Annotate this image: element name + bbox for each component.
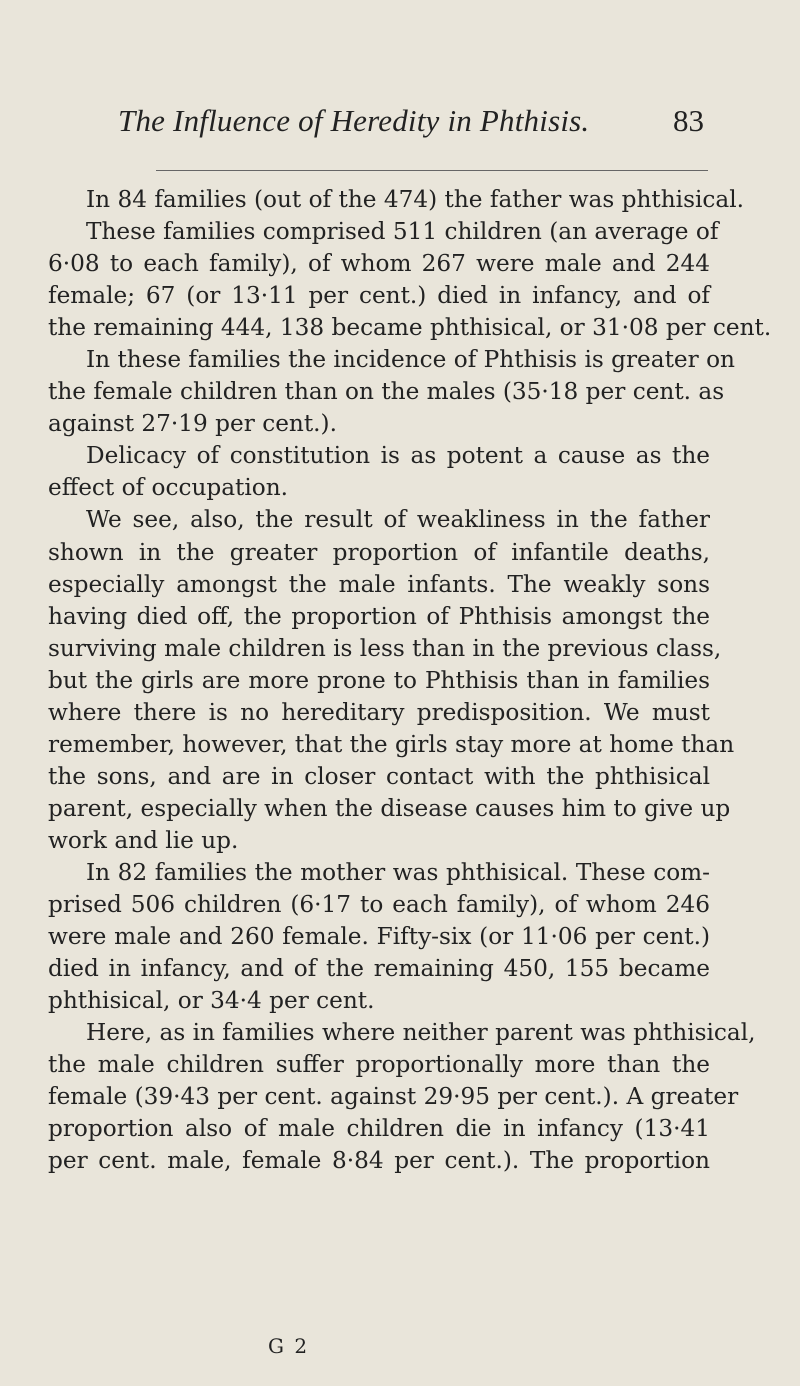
text-line: the male children suffer proportionally more than the	[48, 1051, 710, 1079]
text-line: the sons, and are in closer contact with the phthisical	[48, 762, 710, 790]
text-line: 6·08 to each family), of whom 267 were male and 244	[48, 250, 710, 278]
text-line: female; 67 (or 13·11 per cent.) died in infancy, and of	[48, 282, 710, 310]
text-line: the female children than on the males (35·18 per cent. as	[48, 378, 725, 406]
signature-mark: G 2	[268, 1334, 310, 1358]
text-line: In 84 families (out of the 474) the father was phthisical.	[86, 186, 745, 213]
text-line: per cent. male, female 8·84 per cent.). The proportion	[48, 1147, 710, 1175]
text-line: proportion also of male children die in infancy (13·41	[48, 1115, 710, 1143]
text-line: the remaining 444, 138 became phthisical, or 31·08 per cent.	[48, 314, 772, 342]
text-line: having died off, the proportion of Phthisis amongst the	[48, 602, 710, 630]
text-line: effect of occupation.	[48, 474, 289, 502]
text-line: were male and 260 female. Fifty-six (or 11·06 per cent.)	[48, 923, 710, 951]
text-line: where there is no hereditary predisposition. We must	[48, 698, 710, 726]
text-line: especially amongst the male infants. The weakly sons	[48, 570, 710, 598]
text-line: In 82 families the mother was phthisical. These com-	[86, 858, 710, 886]
text-line: These families comprised 511 children (an average of	[86, 218, 719, 246]
text-line: but the girls are more prone to Phthisis than in families	[48, 666, 710, 694]
header-rule	[156, 170, 708, 171]
text-line: Delicacy of constitution is as potent a cause as the	[86, 442, 710, 470]
running-title: The Influence of Heredity in Phthisis.	[118, 103, 590, 138]
text-line: phthisical, or 34·4 per cent.	[48, 987, 375, 1015]
text-line: We see, also, the result of weakliness in the father	[86, 506, 710, 534]
running-head	[118, 103, 704, 145]
text-line: parent, especially when the disease causes him to give up	[48, 794, 731, 822]
text-line: surviving male children is less than in the previous class,	[48, 634, 722, 662]
text-line: female (39·43 per cent. against 29·95 per cent.). A greater	[48, 1083, 739, 1111]
text-line: against 27·19 per cent.).	[48, 410, 337, 438]
text-line: In these families the incidence of Phthisis is greater on	[86, 346, 735, 374]
text-line: remember, however, that the girls stay more at home than	[48, 730, 735, 758]
body-text	[48, 184, 772, 1177]
text-line: Here, as in families where neither parent was phthisical,	[86, 1019, 756, 1047]
text-line: prised 506 children (6·17 to each family), of whom 246	[48, 891, 710, 919]
page-number: 83	[673, 103, 704, 138]
text-line: died in infancy, and of the remaining 450, 155 became	[48, 955, 710, 983]
text-line: shown in the greater proportion of infantile deaths,	[48, 538, 710, 566]
text-line: work and lie up.	[48, 826, 239, 854]
